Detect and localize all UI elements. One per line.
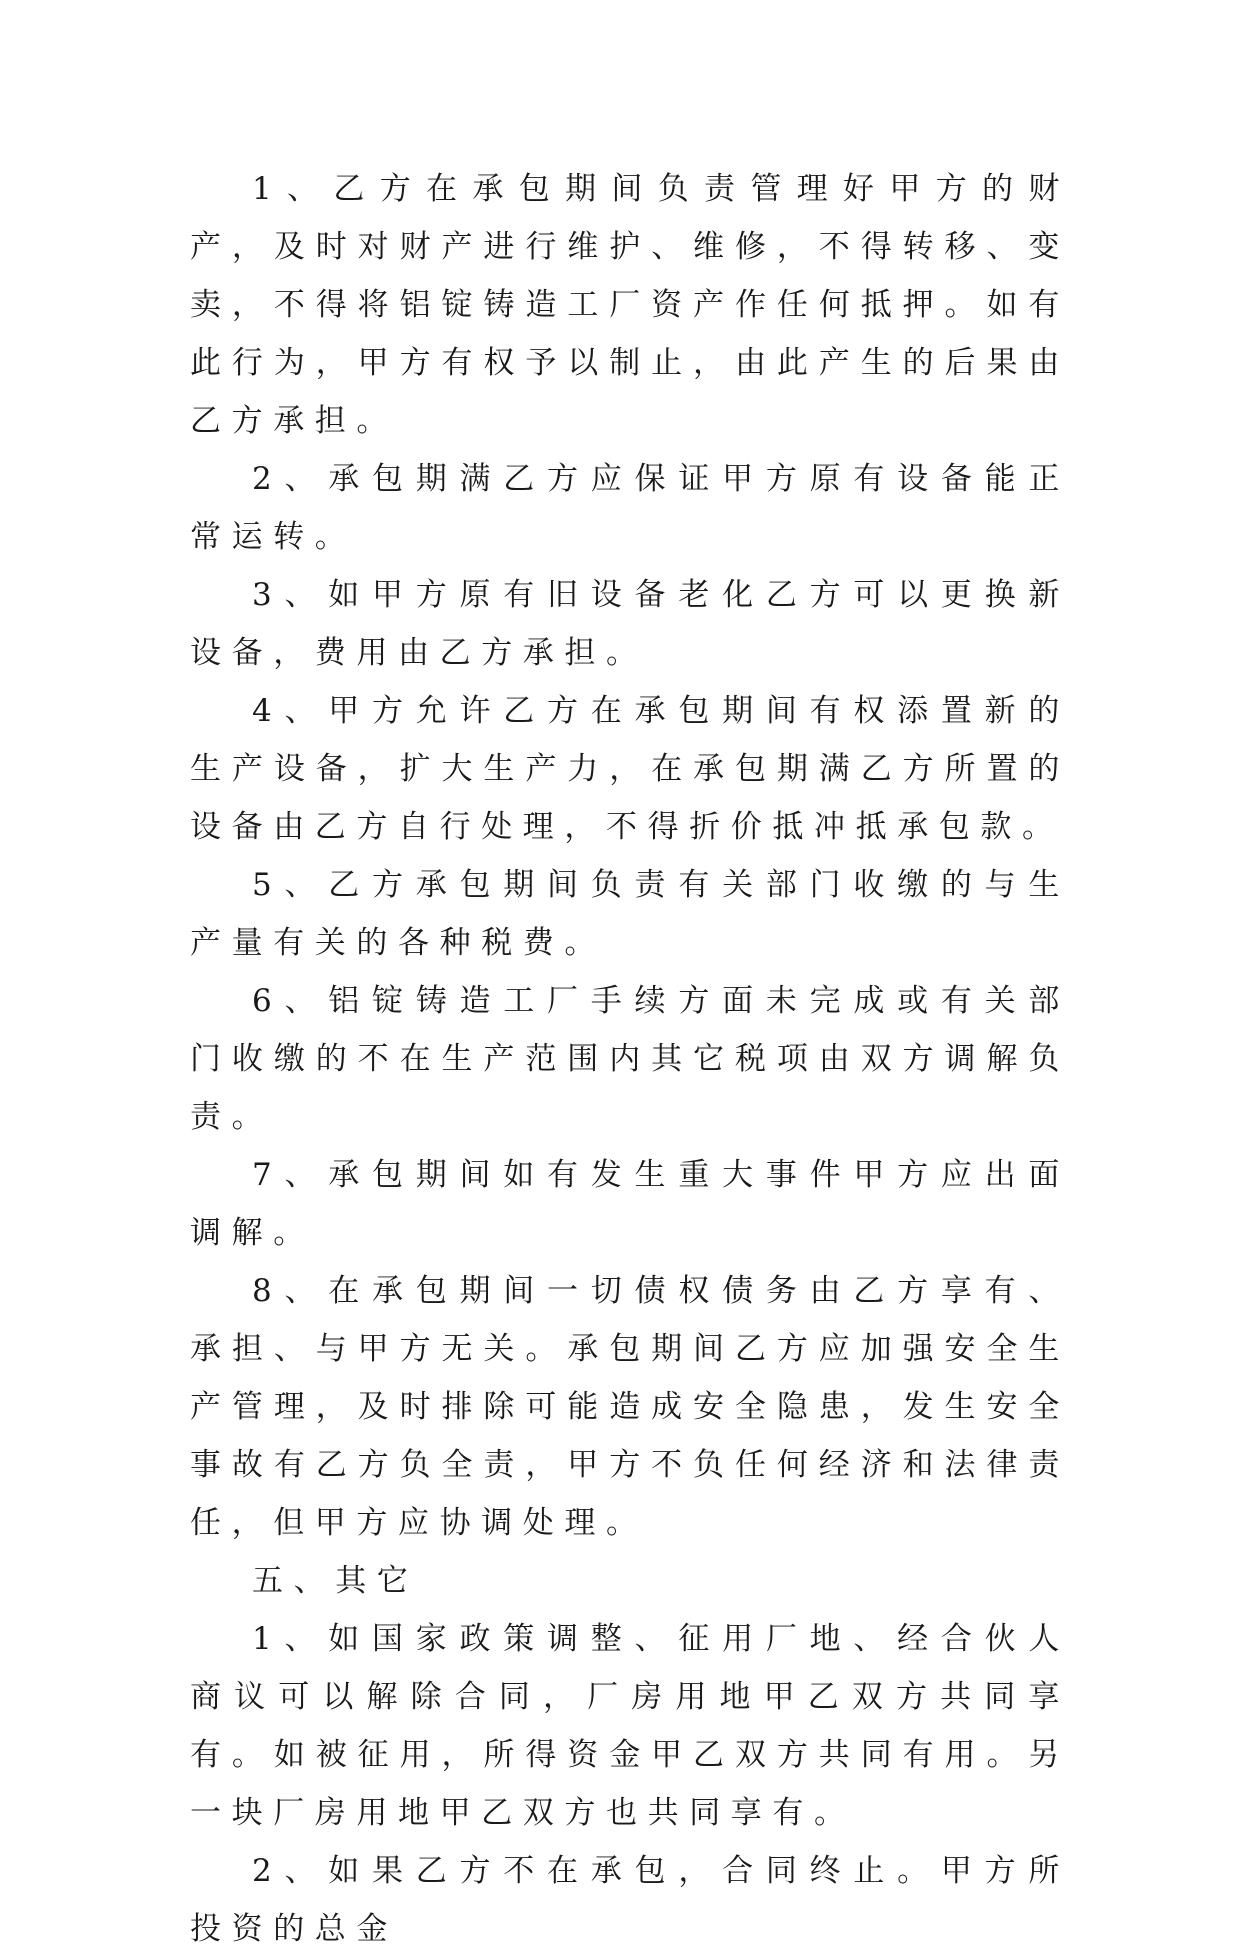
paragraph-others-2: 2、如果乙方不在承包，合同终止。甲方所投资的总金 — [190, 1853, 1070, 1947]
paragraph-5: 5、乙方承包期间负责有关部门收缴的与生产量有关的各种税费。 — [190, 867, 1070, 961]
paragraph-others-1: 1、如国家政策调整、征用厂地、经合伙人商议可以解除合同，厂房用地甲乙双方共同享有。如被征用，所得资金甲乙双方共同有用。另一块厂房用地甲乙双方也共同享有。 — [190, 1621, 1070, 1831]
paragraph-4: 4、甲方允许乙方在承包期间有权添置新的生产设备，扩大生产力，在承包期满乙方所置的设备由乙方自行处理，不得折价抵冲抵承包款。 — [190, 693, 1070, 845]
paragraph-6: 6、铝锭铸造工厂手续方面未完成或有关部门收缴的不在生产范围内其它税项由双方调解负责。 — [190, 983, 1070, 1135]
paragraph-3: 3、如甲方原有旧设备老化乙方可以更换新设备，费用由乙方承担。 — [190, 577, 1070, 671]
paragraph-1: 1、乙方在承包期间负责管理好甲方的财产，及时对财产进行维护、维修，不得转移、变卖，不得将铝锭铸造工厂资产作任何抵押。如有此行为，甲方有权予以制止，由此产生的后果由乙方承担。 — [190, 171, 1070, 439]
paragraph-8: 8、在承包期间一切债权债务由乙方享有、承担、与甲方无关。承包期间乙方应加强安全生产管理，及时排除可能造成安全隐患，发生安全事故有乙方负全责，甲方不负任何经济和法律责任，但甲方应协调处理。 — [190, 1273, 1070, 1541]
paragraph-2: 2、承包期满乙方应保证甲方原有设备能正常运转。 — [190, 461, 1070, 555]
paragraph-7: 7、承包期间如有发生重大事件甲方应出面调解。 — [190, 1157, 1070, 1251]
document-body — [190, 160, 1070, 1958]
section-heading-others: 五、其它 — [252, 1563, 419, 1599]
